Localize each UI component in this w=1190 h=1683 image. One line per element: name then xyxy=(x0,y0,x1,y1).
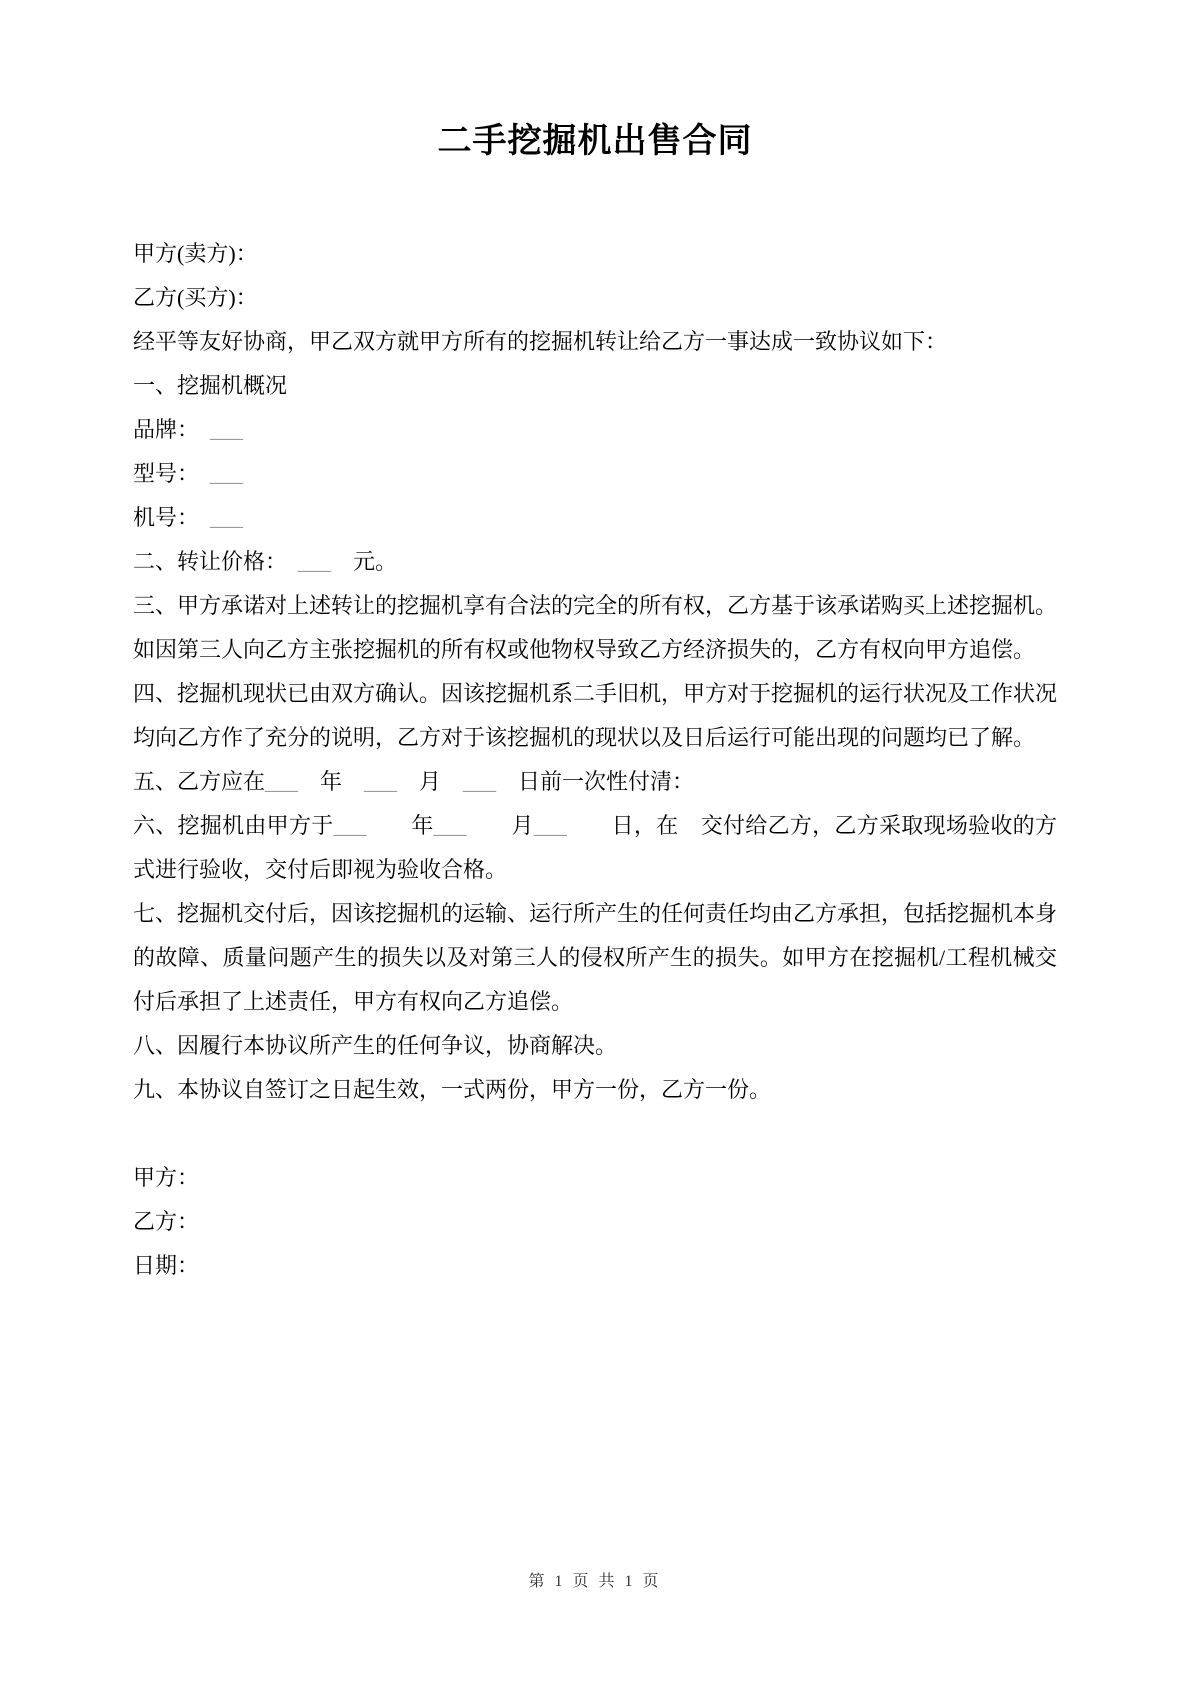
signature-party-a xyxy=(133,1156,1057,1200)
fill-in-blank: ___ xyxy=(463,769,497,794)
preamble xyxy=(133,320,1057,364)
text-run: 九、本协议自签订之日起生效，一式两份，甲方一份，乙方一份。 xyxy=(133,1077,772,1102)
fill-in-blank: ___ xyxy=(210,461,244,486)
fill-in-blank: ___ xyxy=(265,769,299,794)
text-run: 经平等友好协商，甲乙双方就甲方所有的挖掘机转让给乙方一事达成一致协议如下： xyxy=(133,329,948,354)
clause-9-effectiveness xyxy=(133,1068,1057,1112)
party-b-buyer-line xyxy=(133,276,1057,320)
fill-in-blank: ___ xyxy=(333,813,367,838)
clause-7-liability xyxy=(133,892,1057,1024)
fill-in-blank: ___ xyxy=(433,813,467,838)
text-run: 二、转让价格： xyxy=(133,549,299,574)
clause-3-ownership xyxy=(133,584,1057,672)
brand-line xyxy=(133,408,1057,452)
model-line xyxy=(133,452,1057,496)
fill-in-blank: ___ xyxy=(210,417,244,442)
fill-in-blank: ___ xyxy=(364,769,398,794)
clause-6-delivery xyxy=(133,804,1057,892)
page-footer xyxy=(0,1568,1190,1591)
text-run: 日，在 交付给乙方，乙方采取现场验收的方式进行验收，交付后即视为验收合格。 xyxy=(133,813,1057,882)
text-run: 甲方(卖方)： xyxy=(133,241,258,266)
serial-number-line xyxy=(133,496,1057,540)
text-run: 八、因履行本协议所产生的任何争议，协商解决。 xyxy=(133,1033,618,1058)
text-run: 四、挖掘机现状已由双方确认。因该挖掘机系二手旧机，甲方对于挖掘机的运行状况及工作状况均向乙方作了充分的说明，乙方对于该挖掘机的现状以及日后运行可能出现的问题均已了解。 xyxy=(133,681,1058,750)
text-run: 元。 xyxy=(331,549,398,574)
page-number-indicator: 第 1 页 共 1 页 xyxy=(528,1573,662,1590)
fill-in-blank: ___ xyxy=(533,813,567,838)
text-run: 七、挖掘机交付后，因该挖掘机的运输、运行所产生的任何责任均由乙方承担，包括挖掘机本身的故障、质量问题产生的损失以及对第三人的侵权所产生的损失。如甲方在挖掘机/工程机械交付后承担了上述责任，甲方有权向乙方追偿。 xyxy=(133,901,1058,1014)
text-run: 年 xyxy=(366,813,434,838)
blank-line xyxy=(133,1112,1057,1156)
text-run: 一、挖掘机概况 xyxy=(133,373,288,398)
text-run: 三、甲方承诺对上述转让的挖掘机享有合法的完全的所有权，乙方基于该承诺购买上述挖掘机。如因第三人向乙方主张挖掘机的所有权或他物权导致乙方经济损失的，乙方有权向甲方追偿。 xyxy=(133,593,1058,662)
text-run: 品牌： xyxy=(133,417,211,442)
party-a-seller-line xyxy=(133,232,1057,276)
clause-5-payment xyxy=(133,760,1057,804)
text-run: 五、乙方应在 xyxy=(133,769,266,794)
text-run: 甲方： xyxy=(133,1165,200,1190)
text-run: 机号： xyxy=(133,505,211,530)
text-run: 型号： xyxy=(133,461,211,486)
fill-in-blank: ___ xyxy=(298,549,332,574)
text-run: 月 xyxy=(466,813,534,838)
text-run: 月 xyxy=(397,769,464,794)
text-run: 日期： xyxy=(133,1253,200,1278)
document-title: 二手挖掘机出售合同 xyxy=(437,123,753,160)
clause-8-dispute xyxy=(133,1024,1057,1068)
clause-2-price xyxy=(133,540,1057,584)
text-run: 年 xyxy=(298,769,365,794)
signature-date xyxy=(133,1244,1057,1288)
text-run: 六、挖掘机由甲方于 xyxy=(133,813,334,838)
text-run: 乙方： xyxy=(133,1209,200,1234)
text-run: 乙方(买方)： xyxy=(133,285,258,310)
contract-body xyxy=(133,232,1057,1288)
clause-4-condition xyxy=(133,672,1057,760)
signature-party-b xyxy=(133,1200,1057,1244)
fill-in-blank: ___ xyxy=(210,505,244,530)
clause-1-overview-heading xyxy=(133,364,1057,408)
text-run: 日前一次性付清： xyxy=(496,769,695,794)
